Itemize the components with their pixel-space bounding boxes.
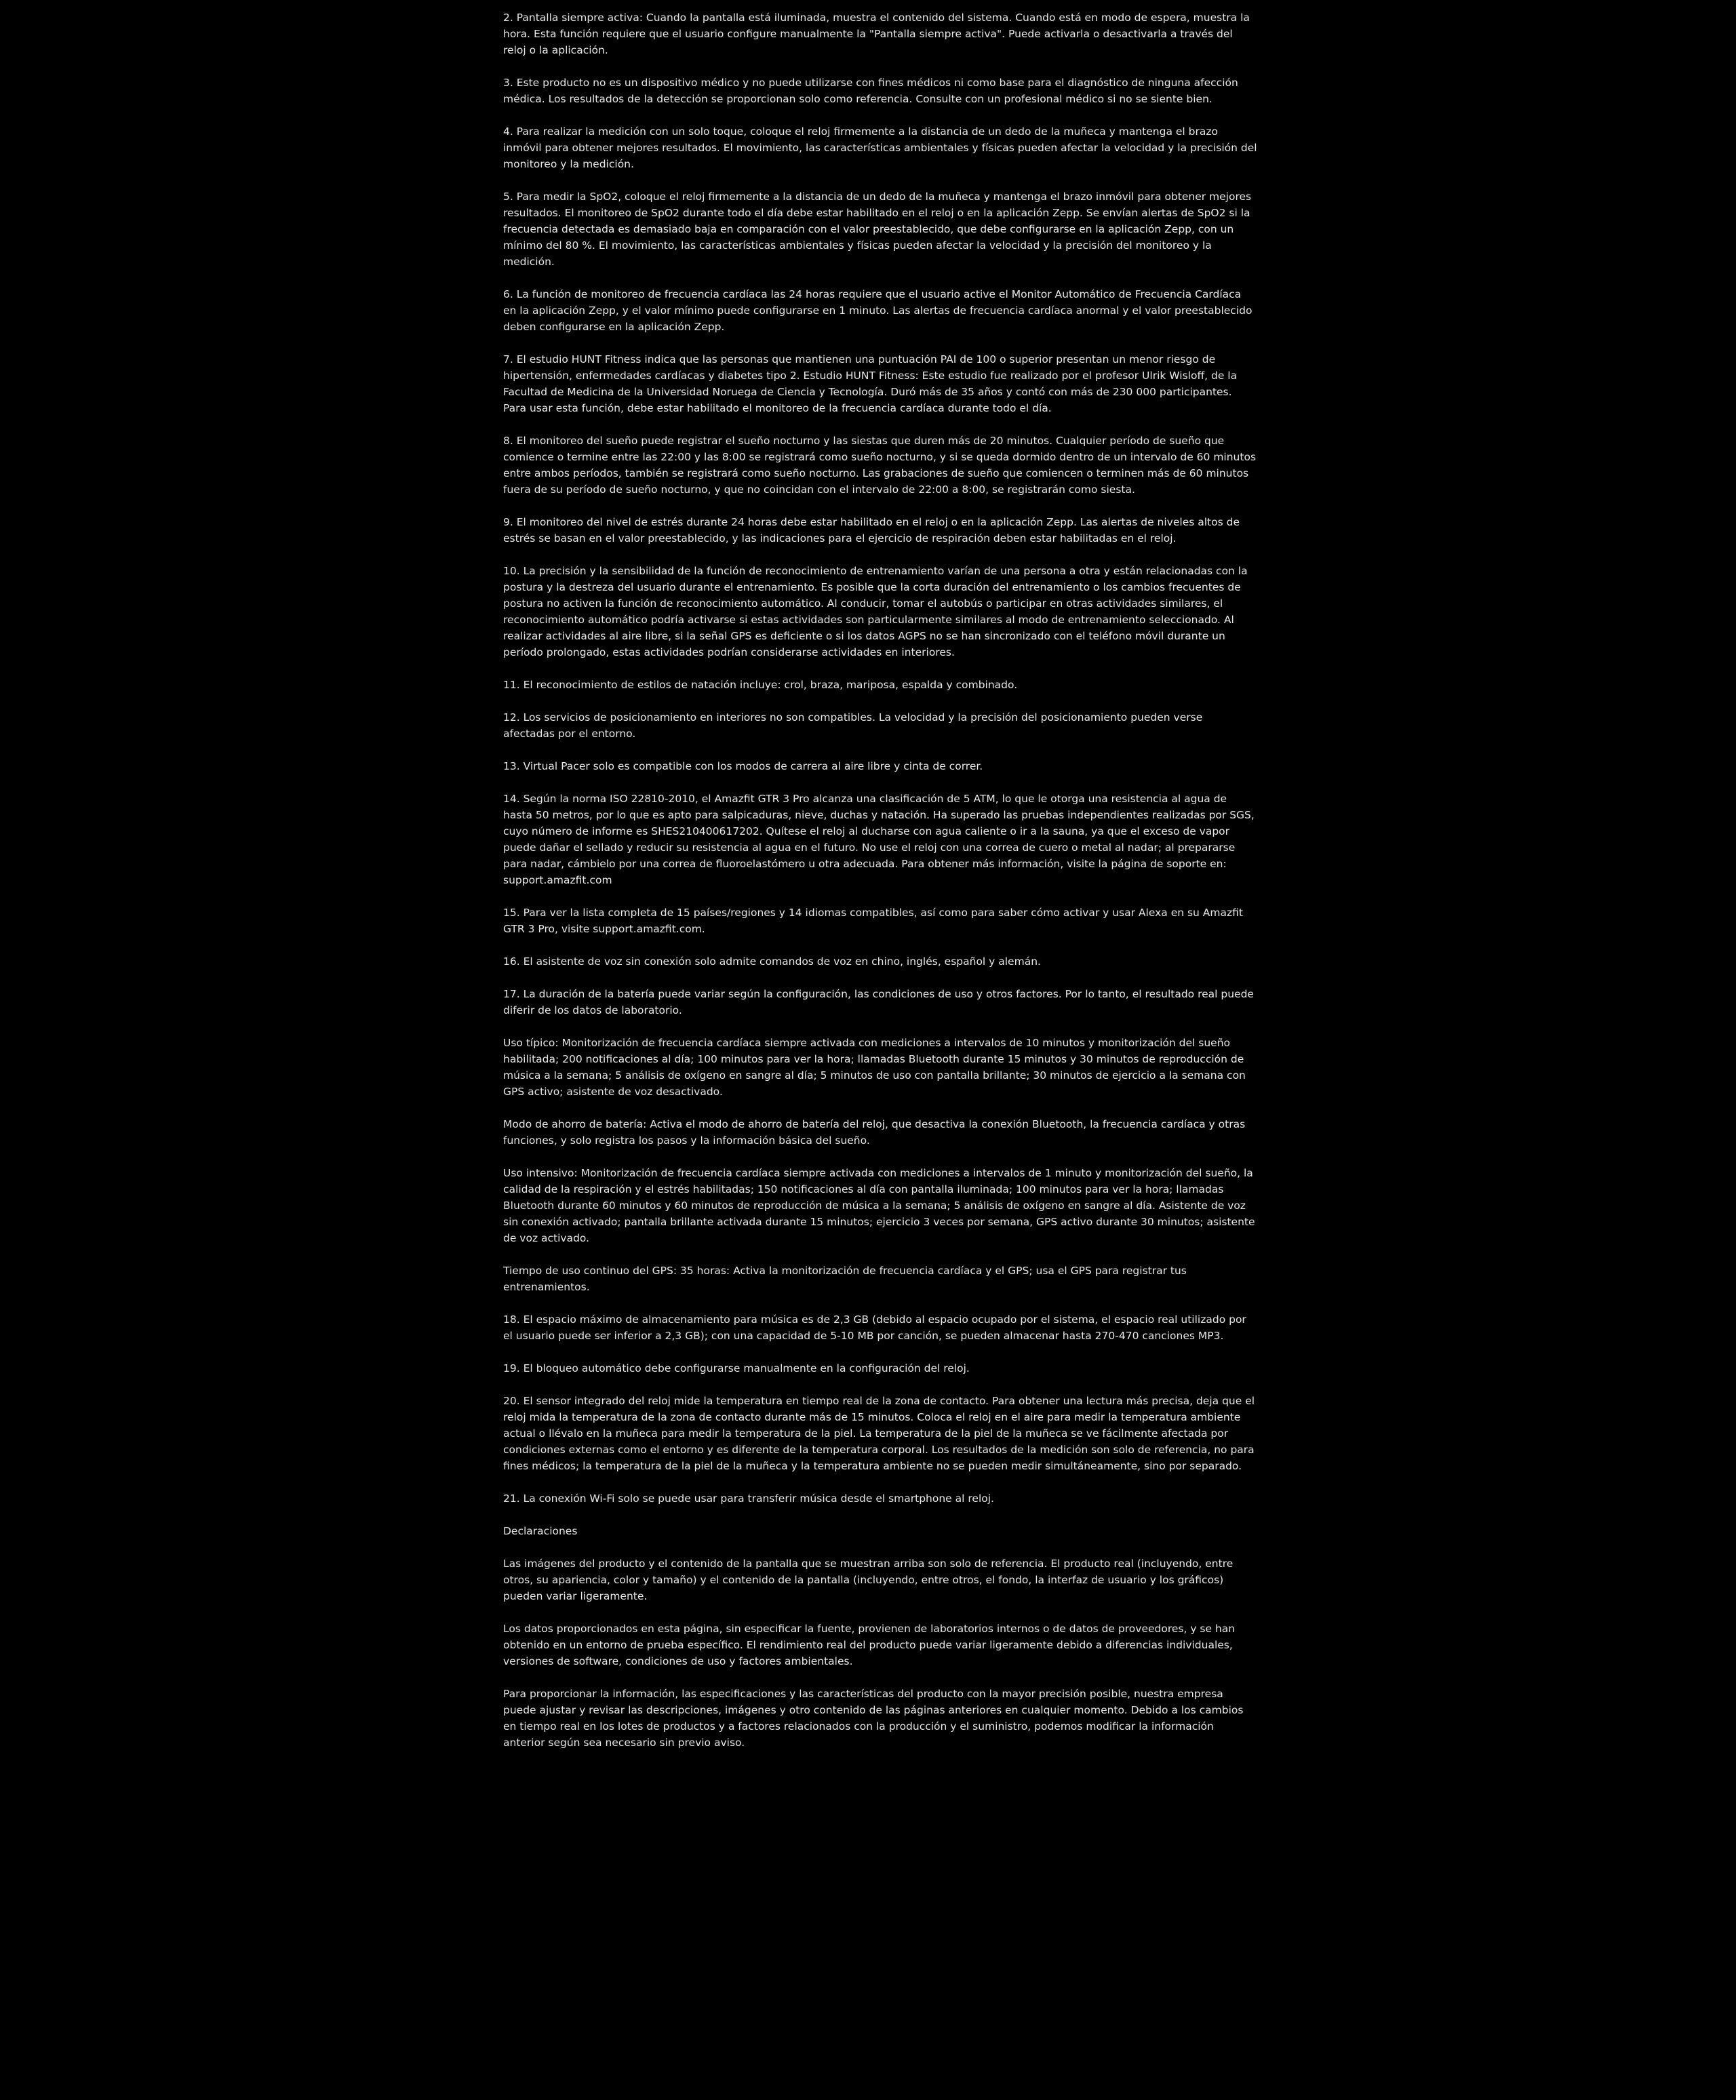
declaration-paragraph: Los datos proporcionados en esta página, sin especificar la fuente, provienen de laboratorios internos o de datos de proveedores, y se han obtenido en un entorno de prueba específico. El rendimiento real del producto puede variar ligeramente debido a diferencias individuales, versiones de software, condiciones de uso y factores ambientales.: [503, 1623, 1236, 1667]
footnote-20: 20. El sensor integrado del reloj mide la temperatura en tiempo real de la zona de contacto. Para obtener una lectura más precisa, deja que el reloj mida la temperatura de la zona de contacto durante más de 15 minutos. Coloca el reloj en el aire para medir la temperatura ambiente actual o llévalo en la muñeca para medir la temperatura de la piel. La temperatura de la piel de la muñeca se ve fácilmente afectada por condiciones externas como el entorno y es diferente de la temperatura corporal. Los resultados de la medición son solo de referencia, no para fines médicos; la temperatura de la piel de la muñeca y la temperatura ambiente no se pueden medir simultáneamente, sino por separado.: [503, 1395, 1255, 1472]
battery-gps-continuous: Tiempo de uso continuo del GPS: 35 horas: Activa la monitorización de frecuencia cardíaca y el GPS; usa el GPS para registrar tus entrenamientos.: [503, 1265, 1187, 1293]
footnote-8: 8. El monitoreo del sueño puede registrar el sueño nocturno y las siestas que duren más de 20 minutos. Cualquier período de sueño que comience o termine entre las 22:00 y las 8:00 se registrará como sueño nocturno, y si se queda dormido dentro de un intervalo de 60 minutos entre ambos períodos, también se registrará como sueño nocturno. Las grabaciones de sueño que comiencen o terminen más de 60 minutos fuera de su período de sueño nocturno, y que no coincidan con el intervalo de 22:00 a 8:00, se registrarán como siesta.: [503, 435, 1257, 496]
footnote-18: 18. El espacio máximo de almacenamiento para música es de 2,3 GB (debido al espacio ocupado por el sistema, el espacio real utilizado por el usuario puede ser inferior a 2,3 GB); con una capacidad de 5-10 MB por canción, se pueden almacenar hasta 270-470 canciones MP3.: [503, 1313, 1246, 1342]
footnote-15: 15. Para ver la lista completa de 15 países/regiones y 14 idiomas compatibles, así como para saber cómo activar y usar Alexa en su Amazfit GTR 3 Pro, visite support.amazfit.com.: [503, 907, 1243, 935]
footnote-7: 7. El estudio HUNT Fitness indica que las personas que mantienen una puntuación PAI de 100 o superior presentan un menor riesgo de hipertensión, enfermedades cardíacas y diabetes tipo 2. Estudio HUNT Fitness: Este estudio fue realizado por el profesor Ulrik Wisloff, de la Facultad de Medicina de la Universidad Noruega de Ciencia y Tecnología. Duró más de 35 años y contó con más de 230 000 participantes. Para usar esta función, debe estar habilitado el monitoreo de la frecuencia cardíaca durante todo el día.: [503, 353, 1238, 414]
footnote-6: 6. La función de monitoreo de frecuencia cardíaca las 24 horas requiere que el usuario active el Monitor Automático de Frecuencia Cardíaca en la aplicación Zepp, y el valor mínimo puede configurarse en 1 minuto. Las alertas de frecuencia cardíaca anormal y el valor preestablecido deben configurarse en la aplicación Zepp.: [503, 288, 1252, 333]
footnotes-section: [503, 9, 1257, 1767]
footnote-11: 11. El reconocimiento de estilos de natación incluye: crol, braza, mariposa, espalda y combinado.: [503, 679, 1018, 691]
declarations-heading: Declaraciones: [503, 1525, 578, 1537]
footnote-9: 9. El monitoreo del nivel de estrés durante 24 horas debe estar habilitado en el reloj o en la aplicación Zepp. Las alertas de niveles altos de estrés se basan en el valor preestablecido, y las indicaciones para el ejercicio de respiración deben estar habilitadas en el reloj.: [503, 516, 1240, 544]
footnote-10: 10. La precisión y la sensibilidad de la función de reconocimiento de entrenamiento varían de una persona a otra y están relacionadas con la postura y la destreza del usuario durante el entrenamiento. Es posible que la corta duración del entrenamiento o los cambios frecuentes de postura no activen la función de reconocimiento automático. Al conducir, tomar el autobús o participar en otras actividades similares, el reconocimiento automático podría activarse si estas actividades son particularmente similares al modo de entrenamiento seleccionado. Al realizar actividades al aire libre, si la señal GPS es deficiente o si los datos AGPS no se han sincronizado con el teléfono móvil durante un período prolongado, estas actividades podrían considerarse actividades en interiores.: [503, 565, 1248, 658]
footnote-13: 13. Virtual Pacer solo es compatible con los modos de carrera al aire libre y cinta de correr.: [503, 760, 983, 772]
battery-heavy-use: Uso intensivo: Monitorización de frecuencia cardíaca siempre activada con mediciones a intervalos de 1 minuto y monitorización del sueño, la calidad de la respiración y el estrés habilitadas; 150 notificaciones al día con pantalla iluminada; 100 minutos para ver la hora; llamadas Bluetooth durante 60 minutos y 60 minutos de reproducción de música a la semana; 5 análisis de oxígeno en sangre al día. Asistente de voz sin conexión activado; pantalla brillante activada durante 15 minutos; ejercicio 3 veces por semana, GPS activo durante 30 minutos; asistente de voz activado.: [503, 1167, 1255, 1244]
footnote-2: 2. Pantalla siempre activa: Cuando la pantalla está iluminada, muestra el contenido del sistema. Cuando está en modo de espera, muestra la hora. Esta función requiere que el usuario configure manualmente la "Pantalla siempre activa". Puede activarla o desactivarla a través del reloj o la aplicación.: [503, 12, 1250, 56]
footnote-5: 5. Para medir la SpO2, coloque el reloj firmemente a la distancia de un dedo de la muñeca y mantenga el brazo inmóvil para obtener mejores resultados. El monitoreo de SpO2 durante todo el día debe estar habilitado en el reloj o en la aplicación Zepp. Se envían alertas de SpO2 si la frecuencia detectada es demasiado baja en comparación con el valor preestablecido, que debe configurarse en la aplicación Zepp, con un mínimo del 80 %. El movimiento, las características ambientales y físicas pueden afectar la velocidad y la precisión del monitoreo y la medición.: [503, 191, 1252, 268]
battery-typical-use: Uso típico: Monitorización de frecuencia cardíaca siempre activada con mediciones a intervalos de 10 minutos y monitorización del sueño habilitada; 200 notificaciones al día; 100 minutos para ver la hora; llamadas Bluetooth durante 15 minutos y 30 minutos de reproducción de música a la semana; 5 análisis de oxígeno en sangre al día; 5 minutos de uso con pantalla brillante; 30 minutos de ejercicio a la semana con GPS activo; asistente de voz desactivado.: [503, 1037, 1246, 1098]
footnote-12: 12. Los servicios de posicionamiento en interiores no son compatibles. La velocidad y la precisión del posicionamiento pueden verse afectadas por el entorno.: [503, 711, 1203, 740]
footnote-19: 19. El bloqueo automático debe configurarse manualmente en la configuración del reloj.: [503, 1362, 970, 1374]
declaration-paragraph: Las imágenes del producto y el contenido de la pantalla que se muestran arriba son solo de referencia. El producto real (incluyendo, entre otros, su apariencia, color y tamaño) y el contenido de la pantalla (incluyendo, entre otros, el fondo, la interfaz de usuario y los gráficos) pueden variar ligeramente.: [503, 1558, 1234, 1602]
footnote-21: 21. La conexión Wi-Fi solo se puede usar para transferir música desde el smartphone al reloj.: [503, 1492, 994, 1505]
footnote-16: 16. El asistente de voz sin conexión solo admite comandos de voz en chino, inglés, español y alemán.: [503, 955, 1041, 968]
footnote-14: 14. Según la norma ISO 22810-2010, el Amazfit GTR 3 Pro alcanza una clasificación de 5 ATM, lo que le otorga una resistencia al agua de hasta 50 metros, por lo que es apto para salpicaduras, nieve, duchas y natación. Ha superado las pruebas independientes realizadas por SGS, cuyo número de informe es SHES210400617202. Quítese el reloj al ducharse con agua caliente o ir a la sauna, ya que el exceso de vapor puede dañar el sellado y reducir su resistencia al agua en el futuro. No use el reloj con una correa de cuero o metal al nadar; al prepararse para nadar, cámbielo por una correa de fluoroelastómero u otra adecuada. Para obtener más información, visite la página de soporte en: support.amazfit.com: [503, 793, 1255, 886]
declaration-paragraph: Para proporcionar la información, las especificaciones y las características del producto con la mayor precisión posible, nuestra empresa puede ajustar y revisar las descripciones, imágenes y otro contenido de las páginas anteriores en cualquier momento. Debido a los cambios en tiempo real en los lotes de productos y a factores relacionados con la producción y el suministro, podemos modificar la información anterior según sea necesario sin previo aviso.: [503, 1688, 1244, 1749]
footnote-4: 4. Para realizar la medición con un solo toque, coloque el reloj firmemente a la distancia de un dedo de la muñeca y mantenga el brazo inmóvil para obtener mejores resultados. El movimiento, las características ambientales y físicas pueden afectar la velocidad y la precisión del monitoreo y la medición.: [503, 125, 1257, 170]
battery-saver-mode: Modo de ahorro de batería: Activa el modo de ahorro de batería del reloj, que desactiva la conexión Bluetooth, la frecuencia cardíaca y otras funciones, y solo registra los pasos y la información básica del sueño.: [503, 1118, 1246, 1147]
footnote-17: 17. La duración de la batería puede variar según la configuración, las condiciones de uso y otros factores. Por lo tanto, el resultado real puede diferir de los datos de laboratorio.: [503, 988, 1254, 1016]
footnote-3: 3. Este producto no es un dispositivo médico y no puede utilizarse con fines médicos ni como base para el diagnóstico de ninguna afección médica. Los resultados de la detección se proporcionan solo como referencia. Consulte con un profesional médico si no se siente bien.: [503, 77, 1238, 105]
